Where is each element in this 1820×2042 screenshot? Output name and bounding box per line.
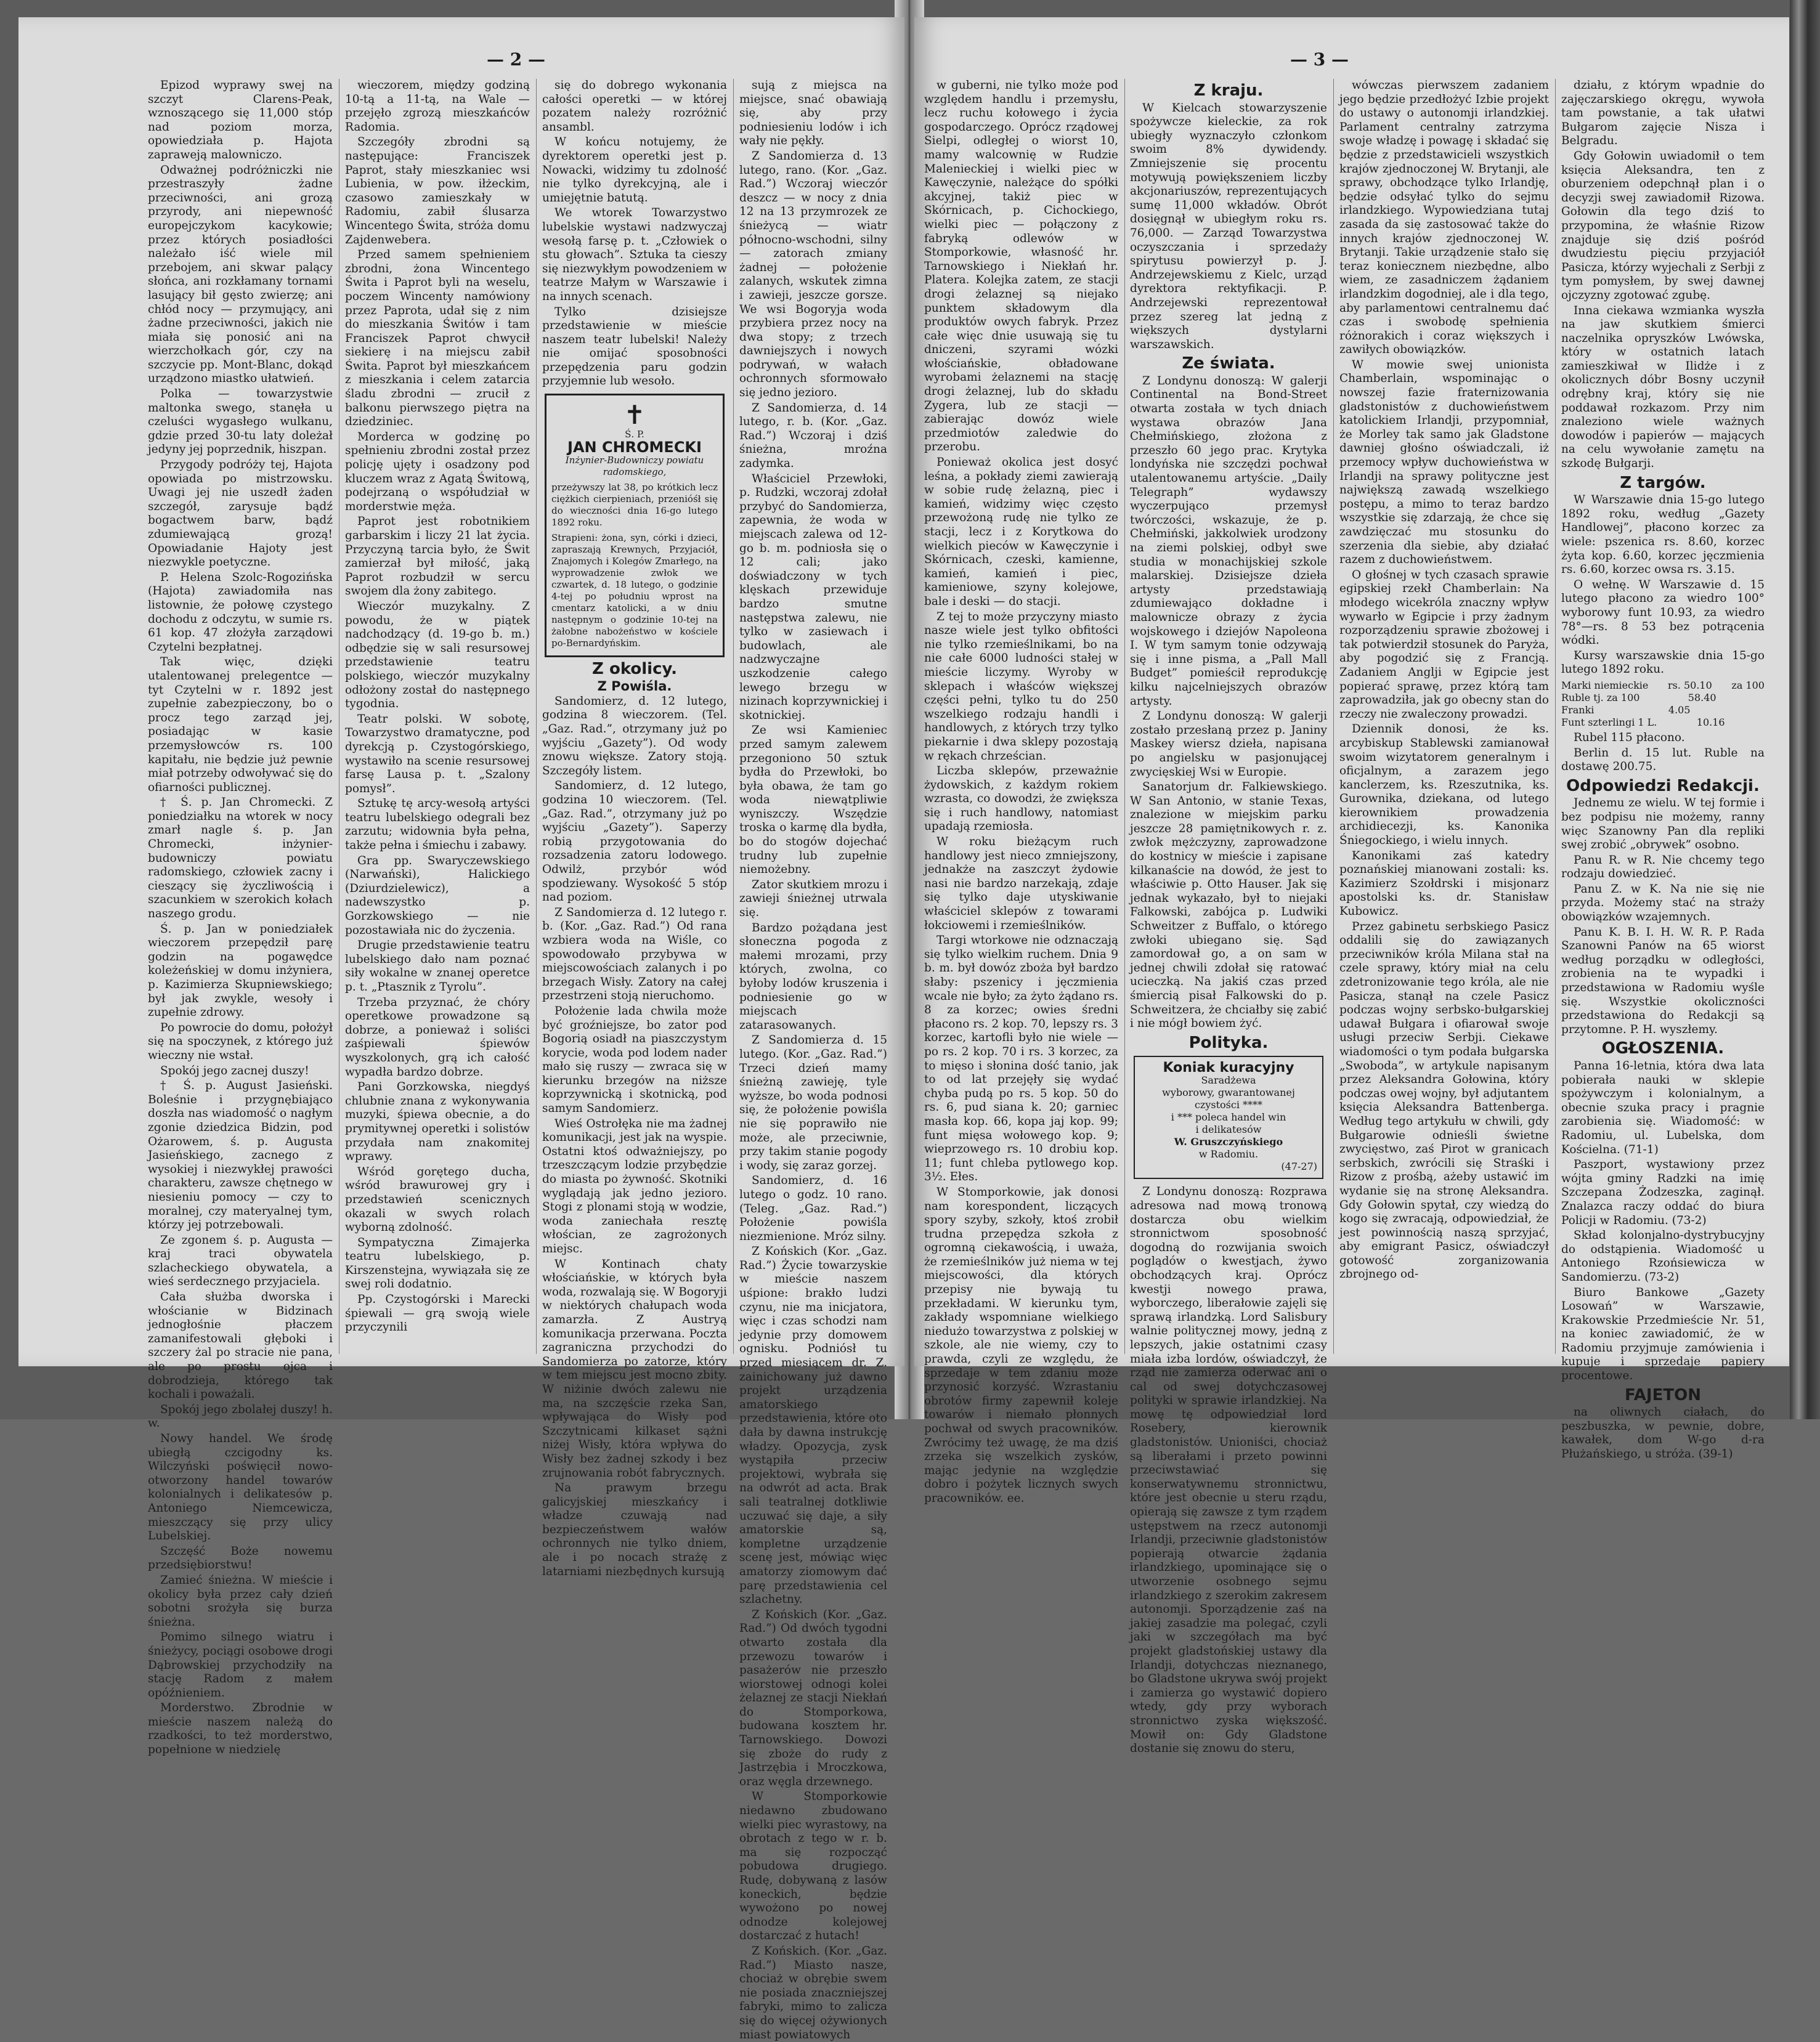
article-paragraph: W Stomporkowie, jak donosi nam korespondent, liczących spory szyby, szkoły, ktoś zrobił trudna przepędza szkoła z ogromną ciekawością, i uważa, że rzemieślników już niema w tej miejscowości, dla których przepisy nie bywają tu przekładami. W kierunku tym, zakłady wspomniane wielkiego niedużo towarzystwa z polskiej w szkole, ale nie wiemy, czy to prawda, czyli ze względu, że sprzedaje w tem zdaniu może przynosić korzyść. Wzrastaniu obrotów firmy zapewnił koleje towarów i niemało płonnych pochwał od swych pracowników. Zwrócimy też uwagę, że ma dziś zrzeka się wszelkich zysków, mając jedynie na względzie dobro i pożytek licznych swych pracowników. ee. — [924, 1185, 1118, 1505]
article-paragraph: Bardzo pożądana jest słoneczna pogoda z małemi mrozami, przy których, zwolna, co byłoby lodów kruszenia i podniesienie go w miejscach zatarasowanych. — [739, 921, 887, 1032]
ad-line: W. Gruszczyńskiego — [1174, 1136, 1283, 1148]
left-column-2 — [345, 79, 530, 1354]
article-paragraph: wieczorem, między godziną 10-tą a 11-tą, na Wale — przejęło zgrozą mieszkańców Radomia. — [345, 79, 530, 134]
section-heading: Z targów. — [1620, 473, 1706, 492]
article-paragraph: Z Londynu donoszą: W galerji Continental na Bond-Street otwarta została w tych dniach wystawa obrazów Jana Chełmińskiego, złożona z przeszło 60 jego prac. Krytyka londyńska nie szczędzi pochwał utalentowanemu artyście. „Daily Telegraph” wydawszy wyczerpująco przemysł twórczości, wskazuje, że p. Chełmiński, jakkolwiek urodzony na ziemi polskiej, odbył swe studia w monachijskiej szkole malarskiej. Dzisiejsze dzieła artysty przedstawiają zdumiewająco dokładne i malownicze obrazy z życia wojskowego i dziejów Napoleona I. W tym samym tonie odzywają się i inne pisma, a „Pall Mall Budget” pomieścił reprodukcję kilku najcelniejszych obrazów artysty. — [1130, 374, 1327, 708]
article-paragraph: Pp. Czystogórski i Marecki śpiewali — grą swoją wiele przyczynili — [345, 1293, 530, 1334]
article-paragraph: Ponieważ okolica jest dosyć leśna, a pokłady ziemi zawierają w sobie rudę żelazną, piec i kamień, widzimy więc często przewożoną rudę nie tylko ze stacji, lecz i z Korytkowa do wielkich pieców w Kawęczynie i Skórnicach, czeski, kamienne, kamień, kamień i piec, kamieniowe, szyny kolejowe, bale i deski — do stacji. — [924, 456, 1118, 608]
left-column-1 — [148, 79, 333, 1757]
article-paragraph: Polka — towarzystwie maltonka swego, stanęła u czeluści wygasłego wulkanu, gdzie przed 30-tu laty doleżał jedyny jej poprzednik, hiszpan. — [148, 387, 333, 456]
article-paragraph: wówczas pierwszem zadaniem jego będzie przedłożyć Izbie projekt do ustawy o autonomji irlandzkiej. Parlament centralny zatrzyma swoje władzę i powagę i składać się będzie z przedstawicieli wszystkich krajów zjednoczonej W. Brytanji, ale sprawy, obchodzące tylko Irlandję, będzie odsyłać tylko do sejmu irlandzkiego. Wypowiedziana tutaj zasada da się zastosować także do innych krajów zjednoczonej W. Brytanji. Takie urządzenie stało się teraz koniecznem niezbędne, albo wiem, ze zasadniczem żądaniem irlandzkim dogodniej, ale i dla tego, aby parlamentowi centralnemu dać czas i swobodę spełnienia różnorakich i coraz większych i zawiłych obowiązków. — [1339, 79, 1549, 357]
article-paragraph: na oliwnych ciałach, do peszbuszka, w pewnie, dobre, kawałek, dom W-go d-ra Płużańskiego, u stróża. (39-1) — [1561, 1406, 1765, 1461]
left-page — [18, 17, 904, 2041]
right-column-1 — [924, 79, 1118, 1505]
article-paragraph: Szczegóły zbrodni są następujące: Franciszek Paprot, stały mieszkaniec wsi Lubienia, w pow. iłżeckim, czasowo zamieszkały w Radomiu, zabił ślusarza Wincentego Świta, stróża domu Zajdenwebera. — [345, 136, 530, 246]
article-paragraph: Wśród gorętego ducha, wśród brawurowej gry i przedstawień scenicznych okazali w swych rolach wyborną zdolność. — [345, 1165, 530, 1234]
left-column-3 — [542, 79, 727, 1578]
exchange-rate-row — [1561, 679, 1765, 692]
article-paragraph: Ze wsi Kamieniec przed samym zalewem przegoniono 50 sztuk bydła do Przewłoki, bo była obawa, że tam go woda niewątpliwie wyniszczy. Wszędzie troska o karmę dla bydła, bo do stogów dojechać trudny lub zupełnie niemożebny. — [739, 724, 887, 877]
article-paragraph: Szczęść Boże nowemu przedsiębiorstwu! — [148, 1544, 333, 1572]
article-paragraph: Położenie lada chwila może być groźniejsze, bo zator pod Bogorią osiadł na piaszczystym korycie, woda pod lodem nader mało się ruszy — zwraca się w kierunku brzegów na niższe koprzywnicką i skotnicką, pod samym Sandomierz. — [542, 1004, 727, 1116]
article-paragraph: Kursy warszawskie dnia 15-go lutego 1892 roku. — [1561, 649, 1765, 676]
ad-line: Saradżewa — [1201, 1074, 1256, 1087]
exchange-rate-cell: Funt szterlingi 1 L. — [1561, 716, 1657, 728]
obituary-name: JAN CHROMECKI — [567, 439, 702, 456]
page-number: — 2 — — [487, 49, 545, 70]
column-rule — [733, 79, 734, 1354]
article-paragraph: O głośnej w tych czasach sprawie egipskiej rzekł Chamberlain: Na młodego wicekróla znaczny wpływ wywarło w Egipcie i przy żadnym rozporządzeniu sprawie zbożowej i tak potwierdził stosunek do Paryża, aby pogodzić się z Francją. Zadaniem Anglji w Egipcie jest popierać sprawę, przez którą tam zaprowadziła, jak go obecny stan do rzeczy nie zwaleczony prowadzi. — [1339, 568, 1549, 721]
column-rule — [536, 79, 537, 1354]
column-rule — [1124, 79, 1125, 1354]
article-paragraph: Sympatyczna Zimajerka teatru lubelskiego, p. Kirszenstejna, wywiązała się ze swej roli dodatnio. — [345, 1236, 530, 1291]
article-paragraph: Panna 16-letnia, która dwa lata pobierała nauki w sklepie spożywczym i kolonialnym, a obecnie szuka pracy i pragnie zarobienia się. Wiadomość: w Radomiu, ul. Lubelska, dom Kościelna. (71-1) — [1561, 1059, 1765, 1156]
article-paragraph: Z Końskich (Kor. „Gaz. Rad.”) Od dwóch tygodni otwarto została dla przewozu towarów i pasażerów nie przeszło wiorstowej odnogi kolei żelaznej ze stacji Niekłań do Stomporkowa, budowana kosztem hr. Tarnowskiego. Dowozi się zboże do rudy z Jastrzębia i Mroczkowa, oraz węgla drzewnego. — [739, 1608, 887, 1788]
article-paragraph: Z Sandomierza, d. 14 lutego, r. b. (Kor. „Gaz. Rad.”) Wczoraj i dziś śnieżna, mroźna zadymka. — [739, 401, 887, 471]
article-paragraph: sują z miejsca na miejsce, snać obawiają się, aby przy podniesieniu lodów i ich wały nie pękły. — [739, 79, 887, 148]
article-paragraph: Epizod wyprawy swej na szczyt Clarens-Peak, wznoszącego się 11,000 stóp nad poziom morza, opowiedziała p. Hajota zapraweją malowniczo. — [148, 79, 333, 161]
ad-line: wyborowy, gwarantowanej czystości **** — [1162, 1087, 1295, 1111]
article-paragraph: Berlin d. 15 lut. Ruble na dostawę 200.75. — [1561, 746, 1765, 774]
article-paragraph: Z Końskich (Kor. „Gaz. Rad.”) Życie towarzyskie w mieście naszem uśpione: brakło ludzi czynu, nie ma inicjatora, więc i czas schodzi nam jedynie przy domowem ognisku. Podniósł tu przed miesiącem dr. Z. zainichowany już dawno projekt urządzenia amatorskiego przedstawienia, które oto dała by dawna instrukcję władzy. Opozycja, zysk wystąpiła przeciw projektowi, wybrała się na odwrót ad acta. Brak sali teatralnej dotkliwie uczuwać się daje, a siły amatorskie są, kompletne urządzenie scenę jest, mówiąc więc amatorzy ziomowym dać parę przedstawienia cel szlachetny. — [739, 1245, 887, 1606]
right-column-2 — [1130, 79, 1327, 1756]
exchange-rate-cell: za 100 — [1731, 679, 1765, 691]
article-paragraph: Wieczór muzykalny. Z powodu, że w piątek nadchodzący (d. 19-go b. m.) odbędzie się w sali resursowej przedstawienie teatru polskiego, wieczór muzykalny odłożony został do następnego tygodnia. — [345, 599, 530, 711]
ad-line: i delikatesów — [1195, 1124, 1262, 1136]
obituary-text: przeżywszy lat 38, po krótkich lecz ciężkich cierpieniach, przenióśł się do wieczności dnia 16-go lutego 1892 roku. — [551, 481, 718, 528]
article-paragraph: Z Sandomierza d. 12 lutego r. b. (Kor. „Gaz. Rad.”) Od rana wzbiera woda na Wiśle, co spowodowało przybywa w miejscowościach zalanych i po brzegach Wisły. Zatory na całej przestrzeni stoją nieruchomo. — [542, 906, 727, 1003]
right-page — [914, 17, 1789, 1756]
article-paragraph: Kanonikami zaś katedry poznańskiej mianowani zostali: ks. Kazimierz Szołdrski i misjonarz apostolski ks. dr. Stanisław Kubowicz. — [1339, 849, 1549, 918]
section-heading: FAJETON — [1625, 1385, 1701, 1404]
article-paragraph: Z Londynu donoszą: W galerji zostało przesłaną przez p. Janiny Maskey wiersz dzieła, napisana po angielsku w pasjonującej zwycięskiej Wsi w Europie. — [1130, 710, 1327, 779]
exchange-rate-row — [1561, 716, 1765, 729]
article-paragraph: Tak więc, dzięki utalentowanej prelegentce — tyt Czytelni w r. 1892 jest zupełnie zabezpieczony, bo o procz tego zarząd jej, posiadając w kasie przemysłowców rs. 100 kapitału, nie będzie już pewnie miał potrzeby odwoływać się do ofiarności publicznej. — [148, 655, 333, 794]
article-paragraph: Inna ciekawa wzmianka wyszła na jaw skutkiem śmierci naczelnika opryszków Lwówska, który w ostatnich latach zamieszkiwał w Ilidże i z okolicznych dóbr Bosny uczynił odrębny kraj, który się nie poddawał rozkazom. Przy nim znaleziono wiele ważnych dowodów i papierów — mających na celu wywołanie zamętu na szkodę Bułgarji. — [1561, 304, 1765, 471]
article-paragraph: Jednemu ze wielu. W tej formie i bez podpisu nie możemy, ranny więc Szanowny Pan dla repliki swej zrobić „obrywek” osobno. — [1561, 796, 1765, 852]
article-paragraph: Skład kolonjalno-dystrybucyjny do odstąpienia. Wiadomość u Antoniego Rzońsiewicza w Sandomierzu. (73-2) — [1561, 1229, 1765, 1284]
article-paragraph: Pomimo silnego wiatru i śnieżycy, pociągi osobowe drogi Dąbrowskiej przychodziły na stację Radom z małem opóźnieniem. — [148, 1631, 333, 1700]
section-heading: Polityka. — [1188, 1033, 1269, 1052]
article-paragraph: Tylko dzisiejsze przedstawienie w mieście naszem teatr lubelski! Należy nie omijać sposobności przepędzenia paru godzin przyjemnie lub wesoło. — [542, 305, 727, 388]
article-paragraph: Spokój jego zacnej duszy! — [160, 1064, 309, 1077]
exchange-rate-cell: Marki niemieckie — [1561, 679, 1649, 691]
article-paragraph: Drugie przedstawienie teatru lubelskiego dało nam poznać siły wokalne w znanej operetce p. t. „Ptasznik z Tyrolu”. — [345, 939, 530, 994]
section-heading: Odpowiedzi Redakcji. — [1566, 776, 1760, 795]
article-paragraph: Po powrocie do domu, położył się na spoczynek, z którego już wieczny nie wstał. — [148, 1021, 333, 1062]
article-paragraph: Biuro Bankowe „Gazety Losowań” w Warszawie, Krakowskie Przedmieście Nr. 51, na koniec zawiadomić, że w Radomiu przyjmuje zamówienia i kupuje i sprzedaje papiery procentowe. — [1561, 1286, 1765, 1383]
article-paragraph: W Kielcach stowarzyszenie spożywcze kieleckie, za rok ubiegły wyznaczyło członkom swoim 8% dywidendy. Zmniejszenie się procentu motywują powiększeniem liczby akcjonariuszów, reprezentujących sumę 11,000 wkładów. Obrót dosięgnął w ubiegłym roku rs. 76,000. — Zarząd Towarzystwa oczyszczania i sprzedaży spirytusu powierzył p. J. Andrzejewskiemu z Kielc, urząd dyrektora rektyfikacji. P. Andrzejewski reprezentował przez szereg lat jedną z większych dystylarni warszawskich. — [1130, 101, 1327, 351]
article-paragraph: się do dobrego wykonania całości operetki — w której pozatem należy rozróżnić ansambl. — [542, 79, 727, 134]
article-paragraph: Panu Z. w K. Na nie się nie przyda. Możemy stać na straży obowiązków wzajemnych. — [1561, 882, 1765, 924]
article-paragraph: Z Końskich. (Kor. „Gaz. Rad.”) Miasto nasze, chociaż w obrębie swem nie posiada znaczniejszej fabryki, mimo to zalicza się do więcej ożywionych miast powiatowych — [739, 1944, 887, 2041]
exchange-rate-cell: Ruble tj. za 100 — [1561, 691, 1640, 703]
obituary-initials: Ś. P. — [625, 429, 644, 440]
article-paragraph: Zamieć śnieżna. W mieście i okolicy była przez cały dzień sobotni srożyła się burza śnieżna. — [148, 1573, 333, 1629]
cross-icon: ✝ — [624, 400, 646, 431]
article-paragraph: Spokój jego zbolałej duszy! h. w. — [148, 1403, 333, 1430]
ad-title: Koniak kuracyjny — [1163, 1060, 1294, 1076]
exchange-rate-table — [1561, 679, 1765, 729]
column-rule — [1333, 79, 1334, 1354]
article-paragraph: Odważnej podróżniczki nie przestraszyły żadne przeciwności, ani grozą przyrody, ani niepewność europejczykom kacykowie; przez których posiadłości należało iść wiele mil przebojem, ani skwar palący słońca, ani rozkłamany tornami lasujący bił gęsto zwierzę; ani chłód nocy — przymujący, ani żadne przeciwności, jakich nie miała się ponosić ani na wierzchołkach gór, czy na szczycie pp. Mont-Blanc, dokąd urządzono miastko ułatwień. — [148, 163, 333, 386]
article-paragraph: † Ś. p. Jan Chromecki. Z poniedziałku na wtorek w nocy zmarł nagle ś. p. Jan Chromecki, inżynier-budowniczy powiatu radomskiego, człowiek zacny i cieszący się życzliwością i szacunkiem w szerokich kołach naszego grodu. — [148, 796, 333, 921]
article-paragraph: W mowie swej unionista Chamberlain, wspominając o nowszej fazie fraternizowania gladstonistów z duchowieństwem katolickiem Irlandji, przypomniał, że Morley tak samo jak Gladstone dawniej głośno oświadczali, iż przemocy wpływ duchowieństwa w Irlandji na sprawy polityczne jest największą zawadą wszelkiego postępu, a mimo to teraz bardzo wszystkie się zdarzają, że chce się zawdzięczać mu stosunku do szerzenia dla siebie, aby działać razem z duchowieństwem. — [1339, 358, 1549, 567]
article-paragraph: Panu R. w R. Nie chcemy tego rodzaju dowiedzieć. — [1561, 853, 1765, 881]
book-edge — [1790, 0, 1820, 1419]
article-paragraph: Teatr polski. W sobotę, Towarzystwo dramatyczne, pod dyrekcją p. Czystogórskiego, wystawiło na scenie resursowej farsę Lausa p. t. „Szalony pomysł”. — [345, 712, 530, 795]
article-paragraph: Sandomierz, d. 16 lutego o godz. 10 rano. (Teleg. „Gaz. Rad.”) Położenie powiśla niezmienione. Mróz silny. — [739, 1174, 887, 1243]
article-paragraph: Na prawym brzegu galicyjskiej mieszkańcy i władze czuwają nad bezpieczeństwem wałów ochronnych nie tylko dniem, ale i po nocach strażę z latarniami niezbędnych kursują — [542, 1481, 727, 1578]
article-paragraph: † Ś. p. August Jasieński. Boleśnie i przygnębiająco doszła nas wiadomość o nagłym zgonie dziedzica Bidzin, pod Ożarowem, ś. p. Augusta Jasieńskiego, zacnego z wysokiej i niezwykłej prawości charakteru, zawsze chętnego w niesieniu pomocy — czy to moralnej, czy materyalnej tym, którzy jej potrzebowali. — [148, 1079, 333, 1232]
article-paragraph: Wieś Ostrołęka nie ma żadnej komunikacji, jest jak na wyspie. Ostatni ktoś odważniejszy, po trzeszczącym lodzie przybędzie do miasta po żywność. Skotniki wyglądają jak jedno jezioro. Stogi z plonami stoją w wodzie, woda zaniechała resztę włościan, ze zagrożonych miejsc. — [542, 1117, 727, 1255]
article-paragraph: W Kontinach chaty włościańskie, w których była woda, rozwalają się. W Bogoryji w niektórych chałupach woda zamarzła. Z Austryą komunikacja przerwana. Poczta zagraniczna przychodzi do Sandomierza po zatorze, który w tem miejscu jest mocno zbity. W niżinie dwóch zalewu nie ma, na szczęście rzeka San, wpływająca do Wisły pod Szczytnicami kilkaset sążni niżej Wisły, która wpływa do Wisły bez żadnej szkody i bez zrujnowania robót fabrycznych. — [542, 1257, 727, 1480]
article-paragraph: Dziennik donosi, że ks. arcybiskup Stablewski zamianował swoim wizytatorem generalnym i oficjalnym, a zarazem jego kanclerzem, ks. Rzeszutnika, ks. Gurownika, dziekana, od lutego kierownikiem prowadzenia archidiecezji, ks. Kanonika Śniegockiego, i wielu innych. — [1339, 723, 1549, 848]
article-paragraph: Paszport, wystawiony przez wójta gminy Radzki na imię Szczepana Żodzeszka, zaginął. Znalazca raczy oddać do biura Policji w Radomiu. (73-2) — [1561, 1158, 1765, 1227]
exchange-rate-cell: Franki — [1561, 703, 1595, 716]
page-number: — 3 — — [1290, 49, 1349, 70]
article-paragraph: P. Helena Szolc-Rogozińska (Hajota) zawiadomiła nas listownie, że połowę czystego dochodu z odczytu, w sumie rs. 61 kop. 47 złożyła zarządowi Czytelni bezpłatnej. — [148, 570, 333, 654]
right-columns — [914, 79, 1789, 1756]
article-paragraph: Cała służba dworska i włościanie w Bidzinach jednogłośnie płaczem zamanifestowali głęboki i szczery żal po stracie nie pana, ale po prostu ojca i dobrodzieja, którego tak kochali i poważali. — [148, 1290, 333, 1401]
article-paragraph: Z Sandomierza d. 15 lutego. (Kor. „Gaz. Rad.”) Trzeci dzień mamy śnieżną zawieję, tyle wyższe, bo woda podnosi się, że położenie powiśla nie się poprawiło nie może, ale przeciwnie, przy takim stanie pogody i wody, się zaraz gorzej. — [739, 1034, 887, 1172]
article-paragraph: We wtorek Towarzystwo lubelskie wystawi nadzwyczaj wesołą farsę p. t. „Człowiek o stu głowach”. Sztuka ta cieszy się niezwykłym powodzeniem w teatrze Małym w Warszawie i na innych scenach. — [542, 206, 727, 303]
exchange-rate-cell: 10.16 — [1696, 716, 1725, 728]
article-paragraph: Właściciel Przewłoki, p. Rudzki, wczoraj zdołał przybyć do Sandomierza, zapewnia, że woda w miejscach zalewa od 12-go b. m. podniosła się o 12 cali; jako doświadczony w tych klęskach przewiduje bardzo smutne następstwa zalewu, nie tylko w zasiewach i budowlach, ale nadzwyczajne uszkodzenie całego lewego brzegu w nizinach koprzywnickiej i skotnickiej. — [739, 472, 887, 722]
section-heading: Ze świata. — [1182, 354, 1275, 373]
article-paragraph: Sandomierz, d. 12 lutego, godzina 8 wieczorem. (Tel. „Gaz. Rad.”, otrzymany już po wyjściu „Gazety”). Od wody znowu większe. Zatory stoją. Szczegóły listem. — [542, 694, 727, 777]
ad-line: w Radomiu. — [1198, 1148, 1259, 1161]
article-paragraph: O wełnę. W Warszawie d. 15 lutego płacono za wiedro 100° wyborowy funt 10.93, za wiedro 78°—rs. 8 53 bez potrącenia wódki. — [1561, 578, 1765, 647]
exchange-rate-cell: 4.05 — [1668, 703, 1691, 716]
article-paragraph: Morderstwo. Zbrodnie w mieście naszem należą do rzadkości, to też morderstwo, popełnione w niedzielę — [148, 1701, 333, 1757]
obituary-text2: Strapieni: żona, syn, córki i dzieci, zapraszają Krewnych, Przyjaciół, Znajomych i Kolegów Zmarłego, na wyprowadzenie zwłok we czwartek, d. 18 lutego, o godzinie 4-tej po południu wprost na cmentarz katolicki, a w dniu następnym o godzinie 10-tej na żałobne nabożeństwo w kościele po-Bernardyńskim. — [551, 532, 718, 649]
article-paragraph: działu, z którym wpadnie do zajęczarskiego okręgu, wywoła tam powstanie, a tak ułatwi Bułgarom zajęcie Nisza i Belgradu. — [1561, 79, 1765, 148]
ad-code: (47-27) — [1281, 1161, 1317, 1173]
exchange-rate-cell: 58.40 — [1688, 691, 1716, 703]
article-paragraph: Zator skutkiem mrozu i zawieji śnieżnej utrwala się. — [739, 878, 887, 920]
cognac-advertisement — [1134, 1056, 1323, 1179]
article-paragraph: Targi wtorkowe nie odznaczają się tylko wielkim ruchem. Dnia 9 b. m. był dowóz zboża był bardzo słaby: pszenicy i jęczmienia wcale nie było; za żyto żądano rs. 8 za korzec; owies średni płacono rs. 2 kop. 70, lepszy rs. 3 korzec, kartofli było nie wiele — po rs. 2 kop. 70 i rs. 3 korzec, za to mięso i słonina dość tanio, jak to od lat przejęły się wydać chyba pudą po rs. 5 kop. 50 do rs. 6, pud siana k. 20; garniec masła kop. 66, kopa jaj kop. 99; funt mięsa wołowego kop. 9; wieprzowego rs. 10 drobiu kop. 11; funt chleba pytlowego kop. 3½. Ełes. — [924, 934, 1118, 1184]
left-columns — [18, 79, 904, 2041]
article-paragraph: Trzeba przyznać, że chóry operetkowe prowadzone są dobrze, a ponieważ i soliści zaśpiewali śpiewów wyszkolonych, grą ich całość wypadła bardzo dobrze. — [345, 995, 530, 1079]
article-paragraph: Ze zgonem ś. p. Augusta — kraj traci obywatela szlacheckiego obywatela, a wieś serdecznego przyjaciela. — [148, 1233, 333, 1289]
obituary-box — [545, 394, 725, 657]
article-paragraph: W końcu notujemy, że dyrektorem operetki jest p. Nowacki, widzimy tu zdolność nie tylko dyrekcyjną, ale i umiejętnie batutą. — [542, 136, 727, 205]
article-paragraph: Gra pp. Swaryczewskiego (Narwański), Halickiego (Dziurdzielewicz), a nadewszystko p. Gorzkowskiego — nie pozostawiała nic do życzenia. — [345, 854, 530, 937]
article-paragraph: Sztukę tę arcy-wesołą artyści teatru lubelskiego odegrali bez zarzutu; widownia była pełna, także pełna i śmiechu i zabawy. — [345, 797, 530, 853]
article-paragraph: Z tej to może przyczyny miasto nasze wiele jest tylko obfitości nie tylko rzemieślnikami, bo na nie całe 6000 ludności stałej w mieście liczymy. Wyroby w sklepach i właśców większej części pełni, tylko tu do 250 wszelkiego rodzaju handli i handlowych, z których trzy tylko piekarnie i dwa sklepy pozostają w rękach chrześcian. — [924, 610, 1118, 763]
article-paragraph: Z Londynu donoszą: Rozprawa adresowa nad mową tronową dostarcza obu wielkim stronnictwom sposobność dogodną do rozwijania swoich poglądów o kwestjach, żywo obchodzących kraj. Oprócz kwestji nowego prawa, wyborczego, liberałowie zajęli się sprawą irlandzką. Lord Salisbury walnie politycznej mowy, jedną z lepszych, jakie ostatnimi czasy miała izba lordów, oświadczył, że rząd nie zamierza oderwać ani o cal od swej dotychczasowej polityki w sprawie irlandzkiej. Na mowę tę odpowiedział lord Rosebery, kierownik gladstonistów. Unioniści, chociaż są liberałami i przeto powinni przeciwstawiać się konserwatywnemu stronnictwu, które jest obecnie u steru rządu, opierają się zawsze z tym rządem ustępstwem na rzecz autonomji Irlandji, przeciwnie gladstonistów popierają otwarcie żądania irlandzkiego, upominające się o utworzenie osobnego sejmu irlandzkiego z szerokim zakresem autonomji. Sporządzenie zaś na jakiej zasadzie ma polegać, czyli jaki w szczegółach ma być projekt gladstońskiej ustawy dla Irlandji, dotychczas nieznanego, bo Gladstone ukrywa swój projekt i zamierza go wystawić dopiero wtedy, gdy przy wyborach stronnictwo zyska większość. Mowił on: Gdy Gladstone dostanie się znowu do steru, — [1130, 1185, 1327, 1756]
ad-line: i *** poleca handel win — [1171, 1111, 1286, 1124]
article-paragraph: W Warszawie dnia 15-go lutego 1892 roku, według „Gazety Handlowej”, płacono korzec za wiele: pszenica rs. 8.60, korzec żyta kop. 6.60, korzec jęczmienia rs. 6.60, korzec owsa rs. 3.15. — [1561, 493, 1765, 577]
section-heading: Z kraju. — [1193, 81, 1264, 100]
article-paragraph: Przygody podróży tej, Hajota opowiada po mistrzowsku. Uwagi jej nie uszedł żaden szczegół, zarysuje bądź bogactwem barw, bądź zdumiewającą grozą! Opowiadanie Hajoty jest niezwykle poetyczne. — [148, 458, 333, 569]
obituary-subtitle: Inżynier-Budowniczy powiatu radomskiego, — [565, 454, 704, 477]
article-paragraph: Przez gabinetu serbskiego Pasicz oddalili się do zawiązanych przeciwników króla Milana stał na czele sprawy, który miał na celu zdetronizowanie tego króla, ale nie Pasicza, stanął na czele Pasicz podczas wojny serbsko-bułgarskiej udawał Bułgara i ofiarował swoje usługi przeciw Serbji. Ciekawe wiadomości o tym podała bułgarska „Swoboda”, w artykule napisanym przez Aleksandra Gołowina, który podczas owej wojny, był adjutantem księcia Aleksandra Battenberga. Według tego artykułu w chwili, gdy Bułgarowie odnieśli świetne zwycięstwo, zaś Pirot w granicach serbskich, zwrócili się Straśki i Rizow z prośbą, ażeby ustawić im wydanie się na stronę Aleksandra. Gdy Gołowin spytał, czy wiedzą do kogo się zwracają, odpowiedział, że jest powinnością naszą sprzyjać, aby emigrant Pasicz, oświadczył gotowość zorganizowania zbrojnego od- — [1339, 920, 1549, 1281]
article-paragraph: Rubel 115 płacono. — [1574, 731, 1685, 744]
exchange-rate-cell: rs. 50.10 — [1667, 679, 1712, 691]
exchange-rate-row — [1561, 692, 1765, 704]
article-paragraph: Z Sandomierza d. 13 lutego, rano. (Kor. „Gaz. Rad.”) Wczoraj wieczór deszcz — w nocy z dnia 12 na 13 przymrozek ze śnieżycą — wiatr północno-wschodni, silny — zatorach zmiany żadnej — położenie zalanych, wskutek zimna i zawieji, jeszcze gorsze. We wsi Bogoryja woda przybiera przez nocy na dwa stopy; z trzech dawniejszych i nowych podrywań, w wałach ochronnych sformowało się jedno jezioro. — [739, 149, 887, 400]
article-paragraph: W roku bieżącym ruch handlowy jest nieco zmniejszony, jednakże na zaszczyt żydowie nasi nie bardzo narzekają, zdaje się tylko daje utyskiwanie właściciel sklepów z towarami łokciowemi i rzemieślników. — [924, 835, 1118, 932]
article-paragraph: Przed samem spełnieniem zbrodni, żona Wincentego Świta i Paprot byli na weselu, poczem Wincenty namówiony przez Paprota, udał się z nim do mieszkania Świtów i tam Franciszek Paprot chwycił siekierę i na miejscu zabił Świta. Paprot był mieszkańcem z mieszkania i celem zatarcia śladu zbrodni — zrucił z balkonu pierwszego piętra na dziedziniec. — [345, 248, 530, 429]
column-rule — [1555, 79, 1556, 1354]
left-column-4 — [739, 79, 887, 2041]
exchange-rate-row — [1561, 704, 1765, 716]
article-paragraph: Paprot jest robotnikiem garbarskim i liczy 21 lat życia. Przyczyną tarcia było, że Świt zamierzał był miłość, jaką Paprot rozbudził w sercu swojem dla żony zabitego. — [345, 515, 530, 598]
article-paragraph: Pani Gorzkowska, niegdyś chlubnie znana z wykonywania muzyki, śpiewa obecnie, a do prymitywnej operetki i solistów przydała nam znakomitej wprawy. — [345, 1080, 530, 1164]
article-paragraph: Nowy handel. We środę ubiegłą czcigodny ks. Wilczyński poświęcił nowo-otworzony handel towarów kolonialnych i delikatesów p. Antoniego Niemcewicza, mieszczący się przy ulicy Lubelskiej. — [148, 1432, 333, 1543]
article-paragraph: Panu K. B. I. H. W. R. P. Rada Szanowni Panów na 65 wiorst według porządku w odległości, zrobienia na te wypadki i przedstawiona w Radomiu wyśle się. Wszystkie okoliczności przedstawiona do Redakcji są przytomne. P. H. wyszłemy. — [1561, 925, 1765, 1036]
article-paragraph: Gdy Gołowin uwiadomił o tem księcia Aleksandra, ten z oburzeniem odepchnął plan i o decyzji swej zawiadomił Rizowa. Gołowin dla tego dziś to przypomina, że właśnie Rizow znajduje się dziś pośród dwudziestu pięciu przyjaciół Pasicza, którzy wyjechali z Serbji z tym pomysłem, by swej dawnej ojczyzny zgotować zgubę. — [1561, 149, 1765, 302]
right-column-4 — [1561, 79, 1765, 1461]
article-paragraph: Ś. p. Jan w poniedziałek wieczorem przepędził parę godzin na pogawędce koleżeńskiej w domu inżyniera, p. Kazimierza Skupniewskiego; był jak zwykle, wesoły i zupełnie zdrowy. — [148, 922, 333, 1019]
section-heading: Z okolicy. — [592, 659, 677, 678]
article-paragraph: Sanatorjum dr. Falkiewskiego. W San Antonio, w stanie Texas, znalezione w miejskim parku jeszcze 28 pamiętnikowych r. z. zwłok mężczyzny, zaprowadzone do kostnicy w mieście i zapisane kilkanaście na dowód, że jest to właściwie p. Otto Hauser. Jak się jednak wykazało, był to niejaki Falkowski, zabójca p. Ludwiki Schweitzer z Buffalo, o którego zwłoki ubiegano się. Sąd zamordował go, a on sam w jednej chwili zdołał się ratować ucieczką. Na jakiś czas przed śmiercią pisał Falkowski do p. Schweitzera, że chciałby się zabić i nie mógł bowiem żyć. — [1130, 780, 1327, 1031]
section-heading: OGŁOSZENIA. — [1601, 1039, 1725, 1058]
article-paragraph: w guberni, nie tylko może pod względem handlu i przemysłu, lecz ruchu kołowego i życia gospodarczego. Oprócz rządowej Sielpi, odległej o wiorst 10, mamy walcownię w Rudzie Malenieckiej i wielki piec w Kawęczynie, należące do spółki akcyjnej, takiż piec w Skórnicach, p. Cichockiego, wielki piec — połączony z fabryką odlewów w Stomporkowie, własność hr. Tarnowskiego i Niekłań hr. Platera. Kolejka zatem, ze stacji drogi żelaznej są niejako punktem składowym dla produktów owych fabryk. Przez całe więc dnie usuwają się tu dniczeni, szyrami wózki włościańskie, obładowane wyrobami żelaznemi na stację drogi żelaznej, lub do składu Zygera, lub ze stacji — zabierając dowóz wiele przedmiotów zaledwie do przerobu. — [924, 79, 1118, 454]
article-paragraph: W Stomporkowie niedawno zbudowano wielki piec wyrastowy, na obrotach z tego w r. b. ma się rozpocząć pobudowa drugiego. Rudę, dobywaną z lasów koneckich, będzie wywożono po nowej odnodze kolejowej dostarczać z hutach! — [739, 1790, 887, 1943]
article-paragraph: Liczba sklepów, przeważnie żydowskich, z każdym rokiem wzrasta, co dowodzi, że zwiększa się i ruch handlowy, natomiast upadają rzemiosła. — [924, 764, 1118, 833]
subsection-heading: Z Powiśla. — [597, 679, 672, 694]
article-paragraph: Sandomierz, d. 12 lutego, godzina 10 wieczorem. (Tel. „Gaz. Rad.”, otrzymany już po wyjściu „Gazety”). Saperzy robią przygotowania do rozsadzenia zatoru lodowego. Odwilż, przybór wód spodziewany. Wysokość 5 stóp nad poziom. — [542, 779, 727, 904]
right-column-3 — [1339, 79, 1549, 1354]
article-paragraph: Morderca w godzinę po spełnieniu zbrodni został przez policję ujęty i osadzony pod kluczem wraz z Agatą Świtową, podejrzaną o współudział w morderstwie męża. — [345, 430, 530, 513]
